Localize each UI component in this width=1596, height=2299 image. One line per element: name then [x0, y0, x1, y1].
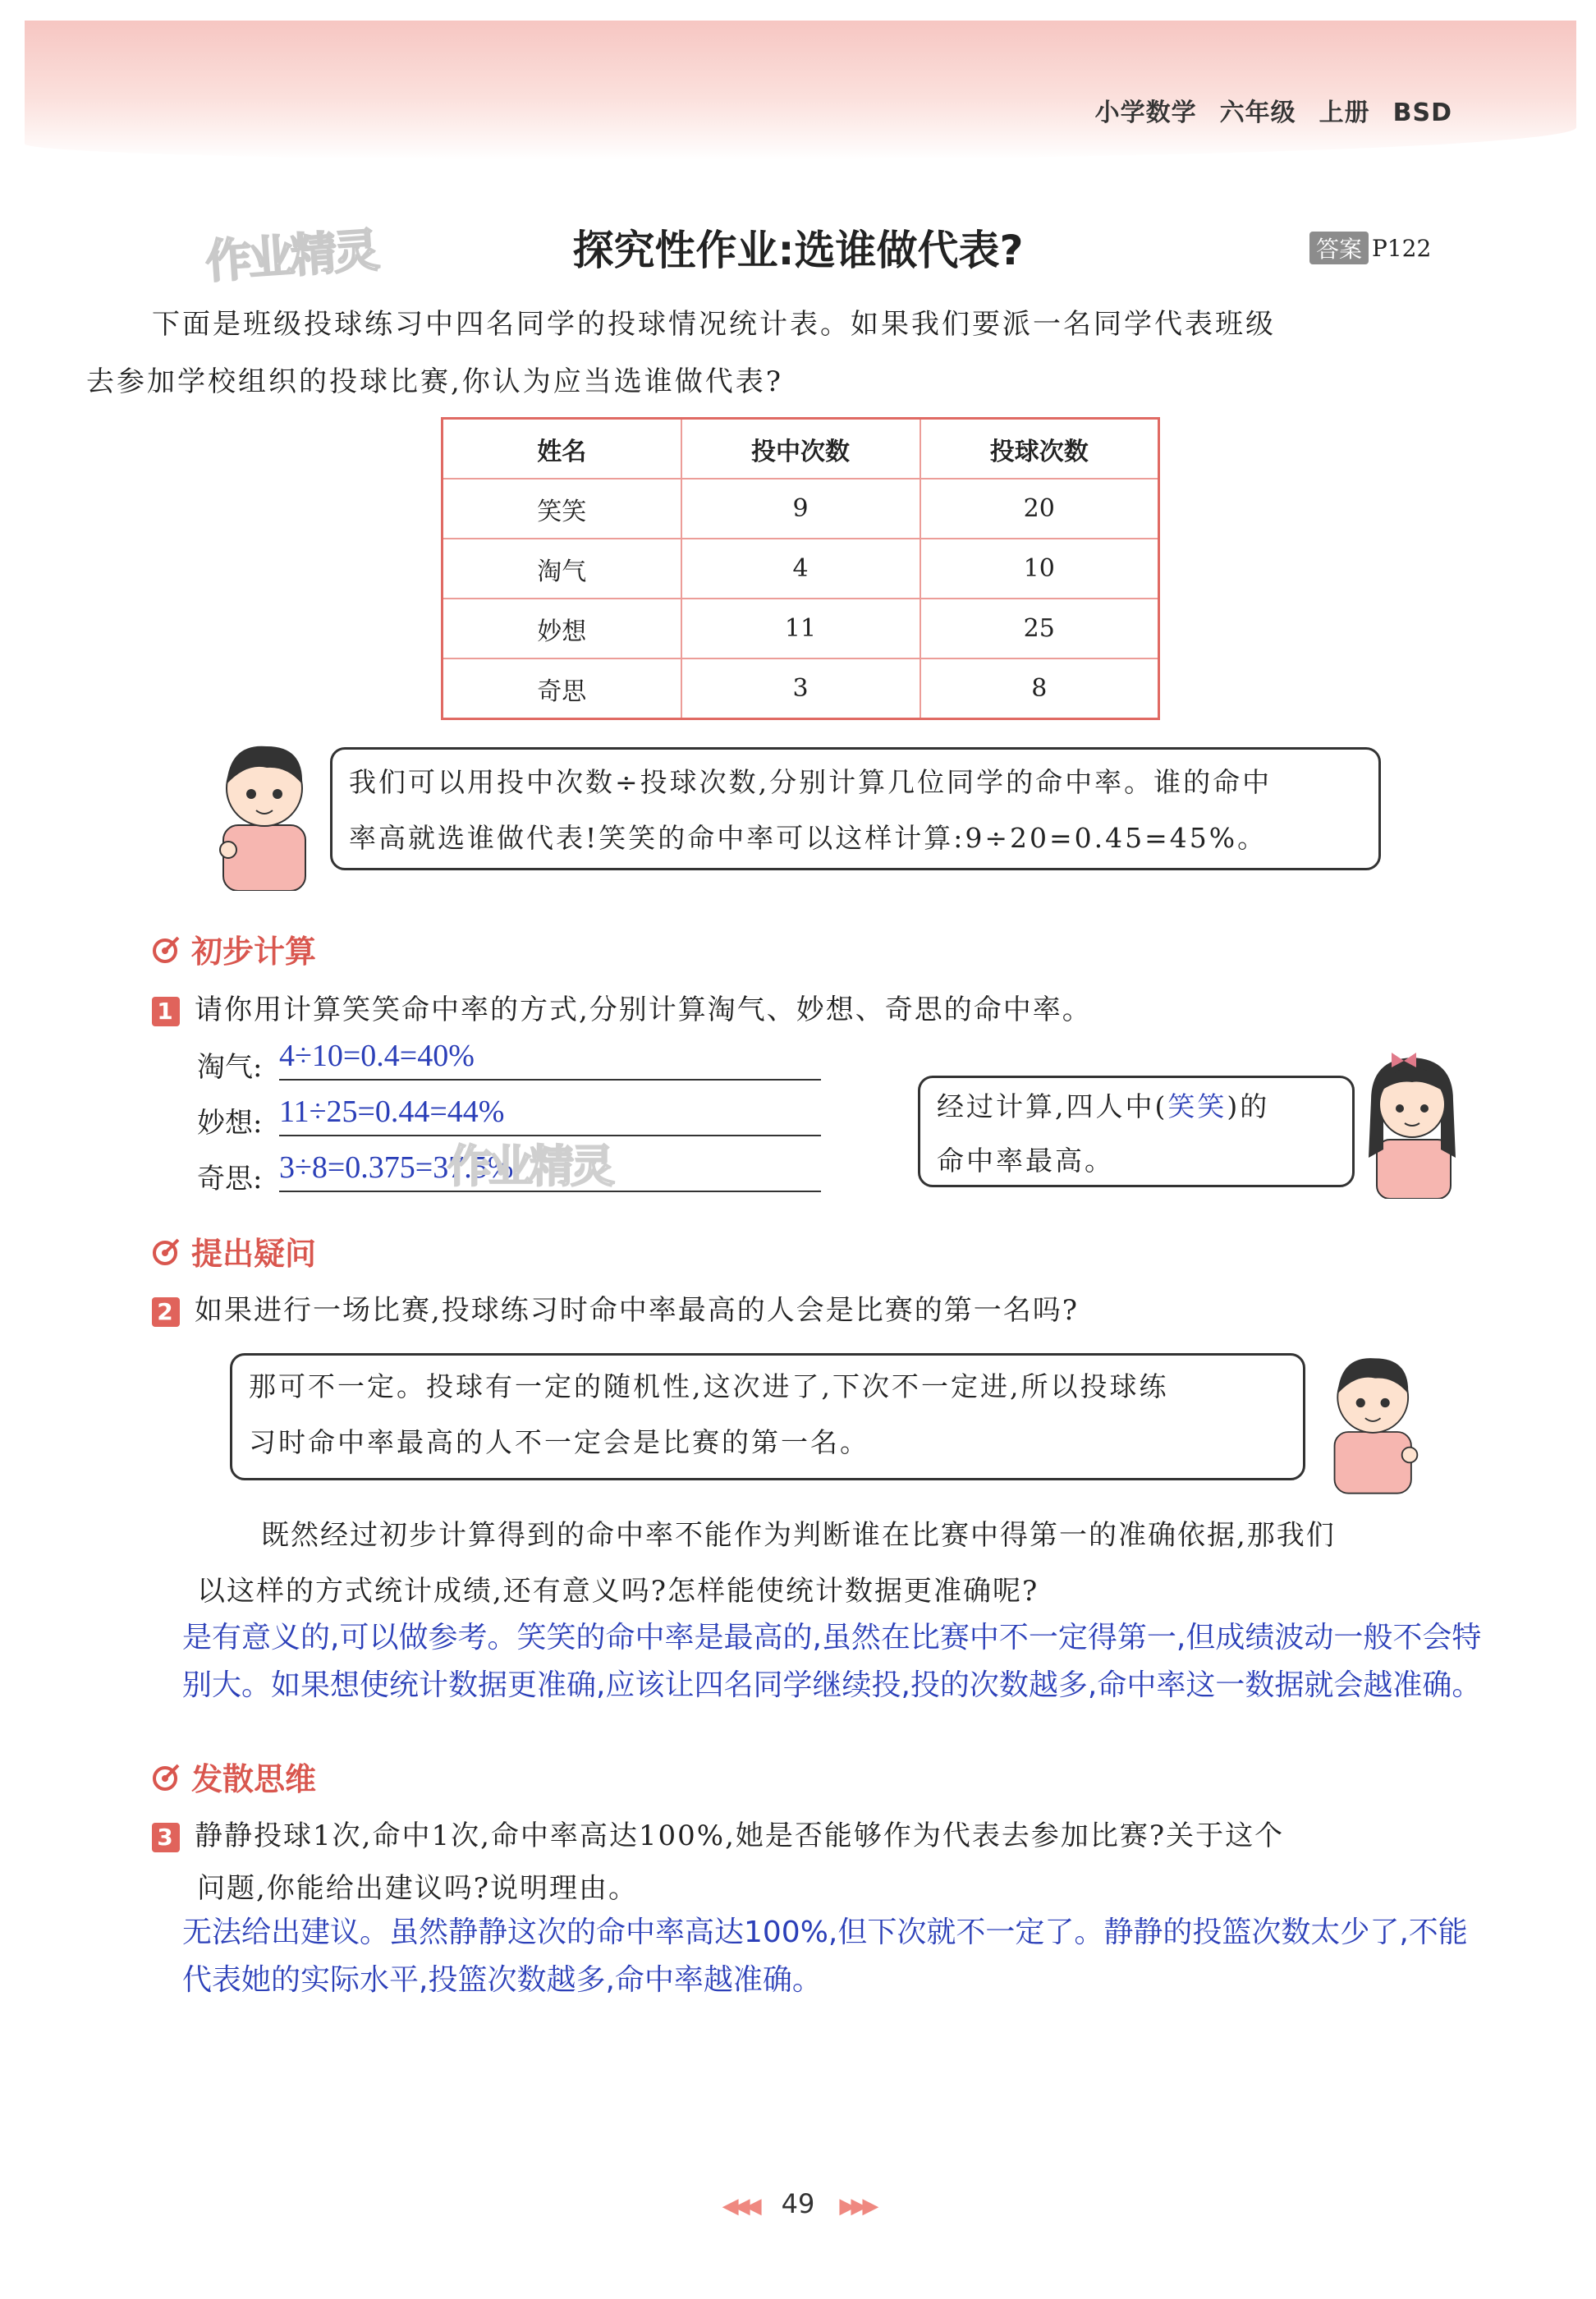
question-3: [152, 1813, 1284, 1853]
table-cell: 4: [681, 539, 920, 599]
header-volume: 上册: [1319, 99, 1370, 127]
section-title: 初步计算: [191, 934, 317, 970]
header-band: [25, 21, 1576, 160]
question-number: 3: [152, 1823, 180, 1852]
watermark-mid: 作业精灵: [447, 1140, 612, 1192]
boy-character-illustration: [1318, 1347, 1433, 1494]
table-header: 姓名: [443, 419, 681, 480]
page-title: 探究性作业:选谁做代表?: [572, 227, 1024, 274]
section-title: 发散思维: [191, 1761, 317, 1797]
question-text: 如果进行一场比赛,投球练习时命中率最高的人会是比赛的第一名吗?: [195, 1294, 1080, 1327]
header-edition: BSD: [1392, 99, 1452, 127]
random-line-1: 那可不一定。投球有一定的随机性,这次进了,下次不一定进,所以投球练: [249, 1370, 1169, 1402]
calc-answer-field[interactable]: 3÷8=0.375=37.5%: [279, 1150, 821, 1192]
table-cell: 20: [920, 479, 1159, 539]
table-cell: 淘气: [443, 539, 681, 599]
right-arrows-icon: ▶▶▶: [839, 2194, 874, 2219]
calc-label: 妙想:: [197, 1107, 263, 1140]
section-heading-raise-question: [150, 1228, 316, 1273]
reflection-para-line-1: 既然经过初步计算得到的命中率不能作为判断谁在比赛中得第一的准确依据,那我们: [261, 1519, 1336, 1552]
target-icon: [150, 933, 183, 966]
answer-reference[interactable]: [1309, 232, 1431, 264]
result-post: )的: [1227, 1090, 1270, 1122]
calc-label: 淘气:: [197, 1051, 263, 1084]
table-row: [443, 539, 1159, 599]
header-info: [1072, 92, 1452, 128]
table-cell: 妙想: [443, 599, 681, 658]
section-title: 提出疑问: [191, 1236, 317, 1272]
speech-bubble-result: [918, 1076, 1355, 1187]
speech-bubble-randomness: [230, 1353, 1305, 1480]
reflection-para-line-2: 以这样的方式统计成绩,还有意义吗?怎样能使统计数据更准确呢?: [197, 1575, 1039, 1608]
table-cell: 8: [920, 658, 1159, 719]
table-cell: 10: [920, 539, 1159, 599]
handwritten-answer-q2[interactable]: 是有意义的,可以做参考。笑笑的命中率是最高的,虽然在比赛中不一定得第一,但成绩波动一般不会特别大。如果想使统计数据更准确,应该让四名同学继续投,投的次数越多,命中率这一数据就会越准确。: [182, 1621, 1482, 1702]
section-heading-divergent: [150, 1754, 316, 1799]
header-grade: 六年级: [1219, 99, 1296, 127]
table-row: [443, 479, 1159, 539]
question-1: [152, 987, 1092, 1027]
answer-page: P122: [1372, 234, 1432, 262]
page-footer: [0, 2188, 1596, 2219]
question-number: 1: [152, 997, 180, 1026]
left-arrows-icon: ◀◀◀: [722, 2194, 757, 2219]
question-text: 请你用计算笑笑命中率的方式,分别计算淘气、妙想、奇思的命中率。: [195, 993, 1092, 1026]
header-subject: 小学数学: [1094, 99, 1197, 127]
question-text-line-1: 静静投球1次,命中1次,命中率高达100%,她是否能够作为代表去参加比赛?关于这个: [195, 1819, 1285, 1852]
section-heading-initial-calc: [150, 926, 316, 971]
table-row: [443, 658, 1159, 719]
question-number: 2: [152, 1297, 180, 1327]
calc-label: 奇思:: [197, 1163, 263, 1195]
table-header: 投球次数: [920, 419, 1159, 480]
calc-answer-field[interactable]: 11÷25=0.44=44%: [279, 1094, 821, 1136]
calc-row-taoqi: [197, 1039, 475, 1085]
result-answer[interactable]: 笑笑: [1167, 1090, 1227, 1122]
speech-bubble-hint: [330, 747, 1381, 870]
table-cell: 9: [681, 479, 920, 539]
calc-row-qisi: [197, 1150, 514, 1196]
hint-line-1: 我们可以用投中次数÷投球次数,分别计算几位同学的命中率。谁的命中: [349, 766, 1273, 798]
watermark-top: 作业精灵: [204, 223, 378, 290]
intro-paragraph: [86, 296, 1449, 411]
result-line-1: [937, 1080, 1336, 1134]
table-cell: 奇思: [443, 658, 681, 719]
target-icon: [150, 1235, 183, 1268]
intro-line-2: 去参加学校组织的投球比赛,你认为应当选谁做代表?: [86, 365, 784, 398]
handwritten-answer-q3[interactable]: 无法给出建议。虽然静静这次的命中率高达100%,但下次就不一定了。静静的投篮次数太少了,不能代表她的实际水平,投篮次数越多,命中率越准确。: [182, 1916, 1468, 1997]
question-2: [152, 1287, 1079, 1328]
calc-row-miaoxiang: [197, 1094, 505, 1140]
intro-line-1: 下面是班级投球练习中四名同学的投球情况统计表。如果我们要派一名同学代表班级: [152, 308, 1276, 341]
random-line-2: 习时命中率最高的人不一定会是比赛的第一名。: [249, 1426, 869, 1458]
hint-line-2: 率高就选谁做代表!笑笑的命中率可以这样计算:9÷20=0.45=45%。: [349, 822, 1268, 854]
table-row: [443, 599, 1159, 658]
boy-character-illustration: [205, 735, 328, 891]
target-icon: [150, 1760, 183, 1793]
answer-tag: 答案: [1309, 232, 1369, 264]
page-number: 49: [781, 2188, 815, 2219]
stats-table: [441, 417, 1160, 720]
girl-character-illustration: [1359, 1043, 1465, 1199]
question-text-line-2: 问题,你能给出建议吗?说明理由。: [197, 1872, 639, 1905]
table-header-row: [443, 419, 1159, 480]
table-cell: 3: [681, 658, 920, 719]
table-cell: 11: [681, 599, 920, 658]
calc-answer-field[interactable]: 4÷10=0.4=40%: [279, 1038, 821, 1081]
table-cell: 笑笑: [443, 479, 681, 539]
result-pre: 经过计算,四人中(: [937, 1090, 1168, 1122]
result-line-2: 命中率最高。: [937, 1145, 1114, 1177]
table-header: 投中次数: [681, 419, 920, 480]
table-cell: 25: [920, 599, 1159, 658]
